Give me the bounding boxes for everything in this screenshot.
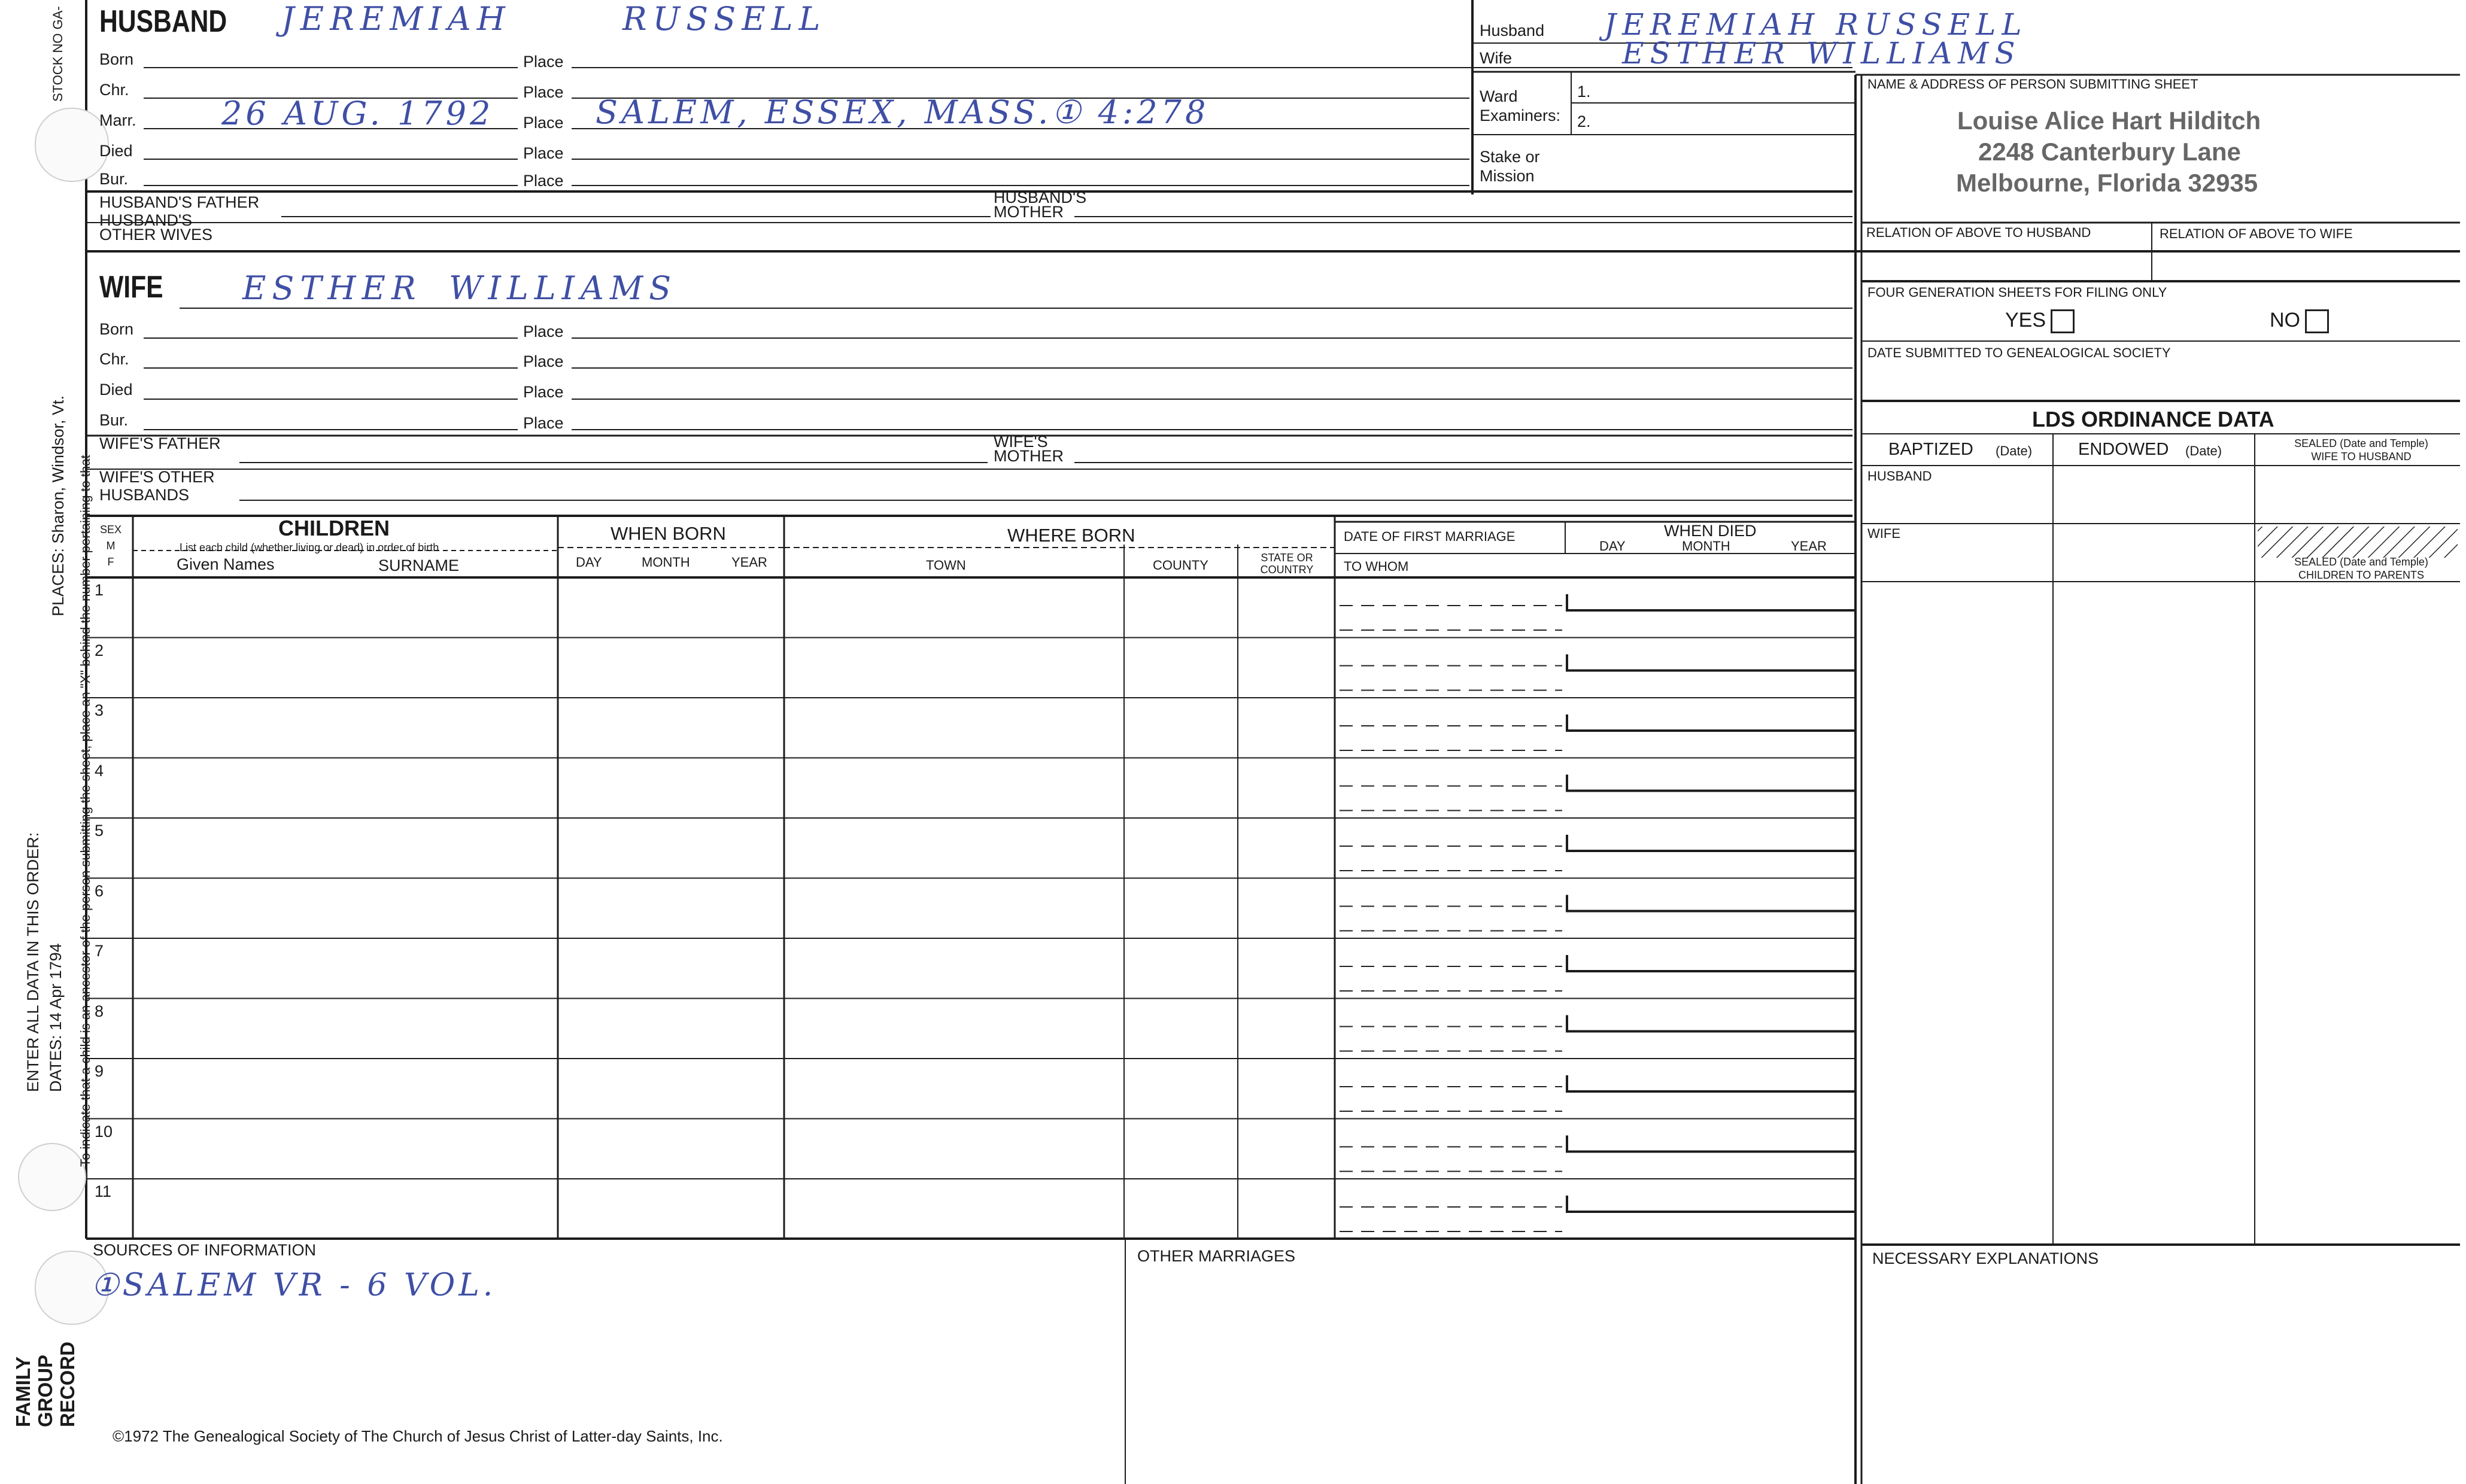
sex-f-label: F [107, 556, 114, 568]
when-died-box [1567, 655, 1855, 671]
examiner-1-label: 1. [1577, 83, 1591, 101]
stake-label-2: Mission [1480, 167, 1535, 185]
husbands-mother-label-2: MOTHER [994, 203, 1064, 221]
husband-chr-label: Chr. [99, 81, 129, 99]
husband-marr-place-label: Place [523, 114, 564, 132]
lds-husband-label: HUSBAND [1867, 469, 1932, 483]
wife-born-label: Born [99, 320, 134, 338]
when-died-box [1567, 895, 1855, 911]
record-title-record: RECORD [56, 1341, 78, 1427]
wife-bur-place-label: Place [523, 414, 564, 432]
state-label-1: STATE OR [1261, 552, 1313, 564]
copyright-notice: ©1972 The Genealogical Society of The Church of Jesus Christ of Latter-day Saints, Inc. [113, 1427, 723, 1445]
wife-died-label: Died [99, 381, 133, 399]
endowed-label: ENDOWED [2078, 440, 2169, 459]
lds-wife-label: WIFE [1867, 526, 1900, 541]
when-died-box [1567, 955, 1855, 971]
child-row-number: 8 [95, 1002, 104, 1020]
ward-examiners-label [1480, 87, 1560, 125]
when-born-header: WHEN BORN [611, 523, 726, 544]
child-row-number: 6 [95, 881, 104, 900]
wife-bur-label: Bur. [99, 411, 129, 429]
child-row-number: 5 [95, 822, 104, 840]
husband-marr-label: Marr. [99, 111, 136, 129]
dates-instruction: DATES: 14 Apr 1794 [47, 943, 65, 1092]
child-row-number: 1 [95, 581, 104, 599]
husbands-father-label: HUSBAND'S FATHER [99, 193, 260, 211]
state-country-header [1240, 552, 1334, 576]
ward-label-1: Ward [1480, 87, 1518, 105]
where-born-header: WHERE BORN [1007, 525, 1135, 546]
hw-wife-name[interactable]: ESTHER WILLIAMS [1622, 36, 2021, 71]
stake-label-1: Stake or [1480, 148, 1540, 166]
wifes-other-husbands-label [99, 468, 215, 504]
husband-surname[interactable]: RUSSELL [622, 0, 827, 38]
state-label-2: COUNTRY [1260, 564, 1314, 576]
baptized-label: BAPTIZED [1888, 440, 1973, 459]
husband-died-place-label: Place [523, 144, 564, 162]
relation-to-wife-label: RELATION OF ABOVE TO WIFE [2160, 226, 2353, 241]
died-day-header: DAY [1599, 539, 1626, 554]
no-option[interactable] [2270, 309, 2329, 333]
born-day-header: DAY [576, 555, 602, 570]
husband-given-names[interactable]: JEREMIAH [281, 0, 511, 38]
wife-died-place-label: Place [523, 383, 564, 401]
husbands-mother-label-1: HUSBAND'S [994, 188, 1087, 206]
child-row-number: 3 [95, 701, 104, 719]
when-died-box [1567, 594, 1855, 610]
when-died-box [1567, 1196, 1855, 1212]
other-marriages-label: OTHER MARRIAGES [1137, 1247, 1296, 1265]
submitter-city[interactable]: Melbourne, Florida 32935 [1956, 169, 2258, 197]
husband-chr-place-label: Place [523, 83, 564, 101]
child-row-number: 4 [95, 761, 104, 780]
when-died-box [1567, 1136, 1855, 1152]
hw-wife-label: Wife [1480, 49, 1512, 67]
stake-mission-label [1480, 147, 1540, 186]
sealed-wife-label-1: SEALED (Date and Temple) [2294, 437, 2428, 449]
town-header: TOWN [926, 558, 966, 573]
child-row-number: 9 [95, 1062, 104, 1080]
died-year-header: YEAR [1791, 539, 1827, 554]
sex-label: SEX [99, 524, 122, 536]
baptized-date-label: (Date) [1996, 443, 2033, 458]
husbands-other-wives-label [99, 213, 212, 242]
husband-bur-label: Bur. [99, 170, 129, 188]
date-submitted-label: DATE SUBMITTED TO GENEALOGICAL SOCIETY [1867, 345, 2171, 360]
hatched-box [2258, 527, 2458, 558]
sealed-children-label-2: CHILDREN TO PARENTS [2298, 569, 2425, 581]
husband-died-label: Died [99, 142, 133, 160]
husband-born-label: Born [99, 50, 134, 68]
when-died-box [1567, 714, 1855, 731]
submitter-street[interactable]: 2248 Canterbury Lane [1978, 138, 2241, 166]
no-checkbox[interactable] [2305, 309, 2329, 333]
sealed-children-label-1: SEALED (Date and Temple) [2294, 556, 2428, 568]
sealed-children-label [2274, 555, 2448, 582]
wife-chr-label: Chr. [99, 350, 129, 368]
wife-born-place-label: Place [523, 323, 564, 340]
husband-born-place-label: Place [523, 53, 564, 71]
places-instruction: PLACES: Sharon, Windsor, Vt. [49, 395, 67, 616]
wife-surname[interactable]: WILLIAMS [449, 269, 678, 307]
record-title-group: GROUP [34, 1354, 56, 1427]
wifes-other-husbands-label-2: HUSBANDS [99, 486, 190, 504]
sources-label: SOURCES OF INFORMATION [93, 1241, 317, 1259]
sex-m-label: M [106, 540, 116, 552]
binder-hole-middle [18, 1143, 86, 1211]
when-died-box [1567, 1015, 1855, 1032]
yes-checkbox[interactable] [2051, 309, 2075, 333]
relation-to-husband-label: RELATION OF ABOVE TO HUSBAND [1866, 225, 2091, 240]
binder-hole-top [35, 108, 109, 182]
wifes-other-husbands-label-1: WIFE'S OTHER [99, 468, 215, 486]
given-names-header: Given Names [177, 555, 275, 573]
yes-option[interactable] [2005, 309, 2075, 333]
examiner-2-label: 2. [1577, 112, 1591, 130]
four-generation-label: FOUR GENERATION SHEETS FOR FILING ONLY [1867, 285, 2167, 300]
child-row-number: 11 [95, 1182, 112, 1200]
record-title-family: FAMILY [12, 1357, 34, 1427]
no-label: NO [2270, 309, 2300, 332]
marriage-date[interactable]: 26 AUG. 1792 [221, 95, 494, 132]
marriage-place[interactable]: SALEM, ESSEX, MASS.① 4:278 [596, 93, 1210, 131]
husbands-other-wives-label-1: HUSBAND'S [99, 211, 193, 229]
wife-chr-place-label: Place [523, 352, 564, 370]
ward-label-2: Examiners: [1480, 107, 1561, 124]
wifes-mother-label-2: MOTHER [994, 447, 1064, 465]
born-month-header: MONTH [642, 555, 690, 570]
hw-husband-name[interactable]: JEREMIAH RUSSELL [1604, 7, 2028, 42]
husbands-other-wives-label-2: OTHER WIVES [99, 226, 213, 244]
necessary-explanations-label: NECESSARY EXPLANATIONS [1872, 1249, 2099, 1267]
wifes-mother-label [994, 434, 1064, 463]
wife-heading: WIFE [99, 270, 163, 305]
children-header: CHILDREN [278, 516, 390, 540]
children-subheader: List each child (whether living or dead) in order of birth [180, 542, 439, 554]
husband-heading: HUSBAND [99, 4, 227, 39]
sealed-wife-label-2: WIFE TO HUSBAND [2311, 451, 2412, 463]
died-month-header: MONTH [1682, 539, 1730, 554]
child-row-number: 2 [95, 641, 104, 659]
sex-header [91, 522, 130, 570]
county-header: COUNTY [1153, 558, 1208, 573]
endowed-date-label: (Date) [2185, 443, 2222, 458]
sources-entry[interactable]: ①SALEM VR - 6 VOL. [91, 1267, 497, 1303]
to-whom-header: TO WHOM [1344, 559, 1409, 574]
husband-bur-place-label: Place [523, 172, 564, 190]
stock-number: STOCK NO GA- [50, 6, 65, 102]
first-marriage-header: DATE OF FIRST MARRIAGE [1344, 529, 1516, 544]
hw-husband-label: Husband [1480, 22, 1545, 39]
surname-header: SURNAME [378, 556, 460, 574]
yes-label: YES [2005, 309, 2046, 332]
when-died-box [1567, 835, 1855, 851]
ancestor-instruction: To indicate that a child is an ancestor of the person submitting the sheet, place an "X" behind the number pertaining to that [78, 455, 93, 1167]
wifes-father-label: WIFE'S FATHER [99, 434, 221, 452]
child-row-number: 7 [95, 942, 104, 960]
enter-data-instruction: ENTER ALL DATA IN THIS ORDER: [24, 832, 42, 1092]
lds-ordinance-title: LDS ORDINANCE DATA [2032, 407, 2274, 431]
child-row-number: 10 [95, 1122, 113, 1141]
submitter-label: NAME & ADDRESS OF PERSON SUBMITTING SHEET [1867, 77, 2198, 92]
when-died-box [1567, 1075, 1855, 1091]
wifes-mother-label-1: WIFE'S [994, 433, 1048, 451]
born-year-header: YEAR [731, 555, 767, 570]
when-died-header: WHEN DIED [1664, 522, 1757, 540]
wife-given-names[interactable]: ESTHER [242, 269, 422, 307]
sealed-wife-label [2274, 437, 2448, 463]
submitter-name[interactable]: Louise Alice Hart Hilditch [1957, 107, 2261, 135]
husbands-mother-label [994, 190, 1086, 219]
when-died-box [1567, 775, 1855, 791]
